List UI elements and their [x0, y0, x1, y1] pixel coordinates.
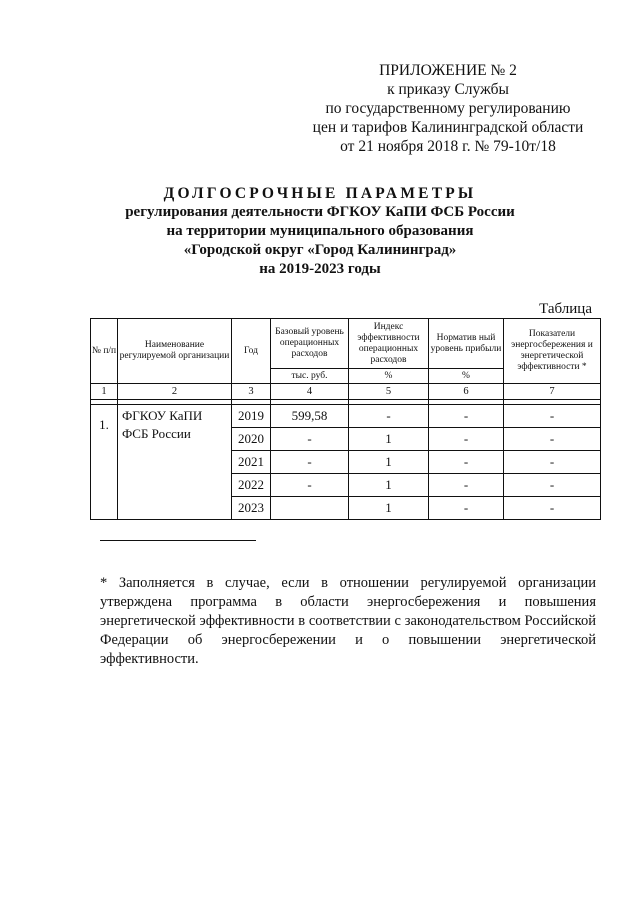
footnote-divider [100, 540, 256, 541]
cell-base: - [271, 474, 349, 497]
appendix-date-line: от 21 ноября 2018 г. № 79-10т/18 [340, 138, 556, 155]
header-energy: Показатели энергосбережения и энергетической эффективности * [504, 319, 601, 384]
cell-index: 1 [349, 428, 429, 451]
cell-energy: - [504, 428, 601, 451]
footnote: * Заполняется в случае, если в отношении регулируемой организации утверждена программа в области энергосбережения и повышения энергетической эффективности в соответствии с законодательством Российской Федерации об энергосбережении и о повышении энергетической эффективности. [100, 575, 596, 667]
org-number: 1. [91, 405, 118, 520]
title-main: ДОЛГОСРОЧНЫЕ ПАРАМЕТРЫ [163, 185, 477, 202]
cell-base: - [271, 428, 349, 451]
col-number-4: 4 [271, 384, 349, 400]
header-base: Базовый уровень операционных расходов [271, 319, 349, 369]
header-np: № п/п [91, 319, 118, 384]
appendix-order-line: к приказу Службы [387, 81, 509, 98]
cell-index: 1 [349, 497, 429, 520]
appendix-region-line: цен и тарифов Калининградской области [312, 119, 584, 136]
column-numbers-row [91, 384, 601, 400]
cell-energy: - [504, 405, 601, 428]
title-line-4: «Городской округ «Город Калининград» [183, 242, 457, 258]
unit-norm: % [429, 369, 504, 384]
cell-index: 1 [349, 451, 429, 474]
cell-base [271, 497, 349, 520]
cell-norm: - [429, 474, 504, 497]
header-name: Наименование регулируемой организации [118, 319, 232, 384]
header-norm: Норматив ный уровень прибыли [429, 319, 504, 369]
col-number-3: 3 [232, 384, 271, 400]
parameters-table [90, 318, 601, 520]
cell-year: 2022 [232, 474, 271, 497]
unit-index: % [349, 369, 429, 384]
appendix-header [300, 61, 596, 156]
org-name: ФГКОУ КаПИ ФСБ России [118, 405, 232, 520]
appendix-service-line: по государственному регулированию [325, 100, 571, 117]
cell-year: 2020 [232, 428, 271, 451]
cell-norm: - [429, 428, 504, 451]
cell-norm: - [429, 405, 504, 428]
col-number-1: 1 [91, 384, 118, 400]
cell-year: 2019 [232, 405, 271, 428]
cell-norm: - [429, 451, 504, 474]
col-number-7: 7 [504, 384, 601, 400]
cell-energy: - [504, 451, 601, 474]
cell-year: 2023 [232, 497, 271, 520]
title-line-5: на 2019-2023 годы [259, 261, 381, 277]
cell-base: - [271, 451, 349, 474]
title-line-3: на территории муниципального образования [166, 223, 474, 239]
cell-norm: - [429, 497, 504, 520]
header-index: Индекс эффективности операционных расходов [349, 319, 429, 369]
document-title [0, 184, 640, 279]
cell-index: - [349, 405, 429, 428]
cell-energy: - [504, 474, 601, 497]
col-number-2: 2 [118, 384, 232, 400]
unit-base: тыс. руб. [271, 369, 349, 384]
cell-base: 599,58 [271, 405, 349, 428]
col-number-6: 6 [429, 384, 504, 400]
cell-energy: - [504, 497, 601, 520]
title-line-2: регулирования деятельности ФГКОУ КаПИ ФСБ России [125, 204, 515, 220]
header-year: Год [232, 319, 271, 384]
header-row [91, 319, 601, 369]
table-caption: Таблица [539, 301, 592, 317]
appendix-number: ПРИЛОЖЕНИЕ № 2 [379, 62, 517, 79]
cell-year: 2021 [232, 451, 271, 474]
col-number-5: 5 [349, 384, 429, 400]
cell-index: 1 [349, 474, 429, 497]
table-row [91, 405, 601, 428]
